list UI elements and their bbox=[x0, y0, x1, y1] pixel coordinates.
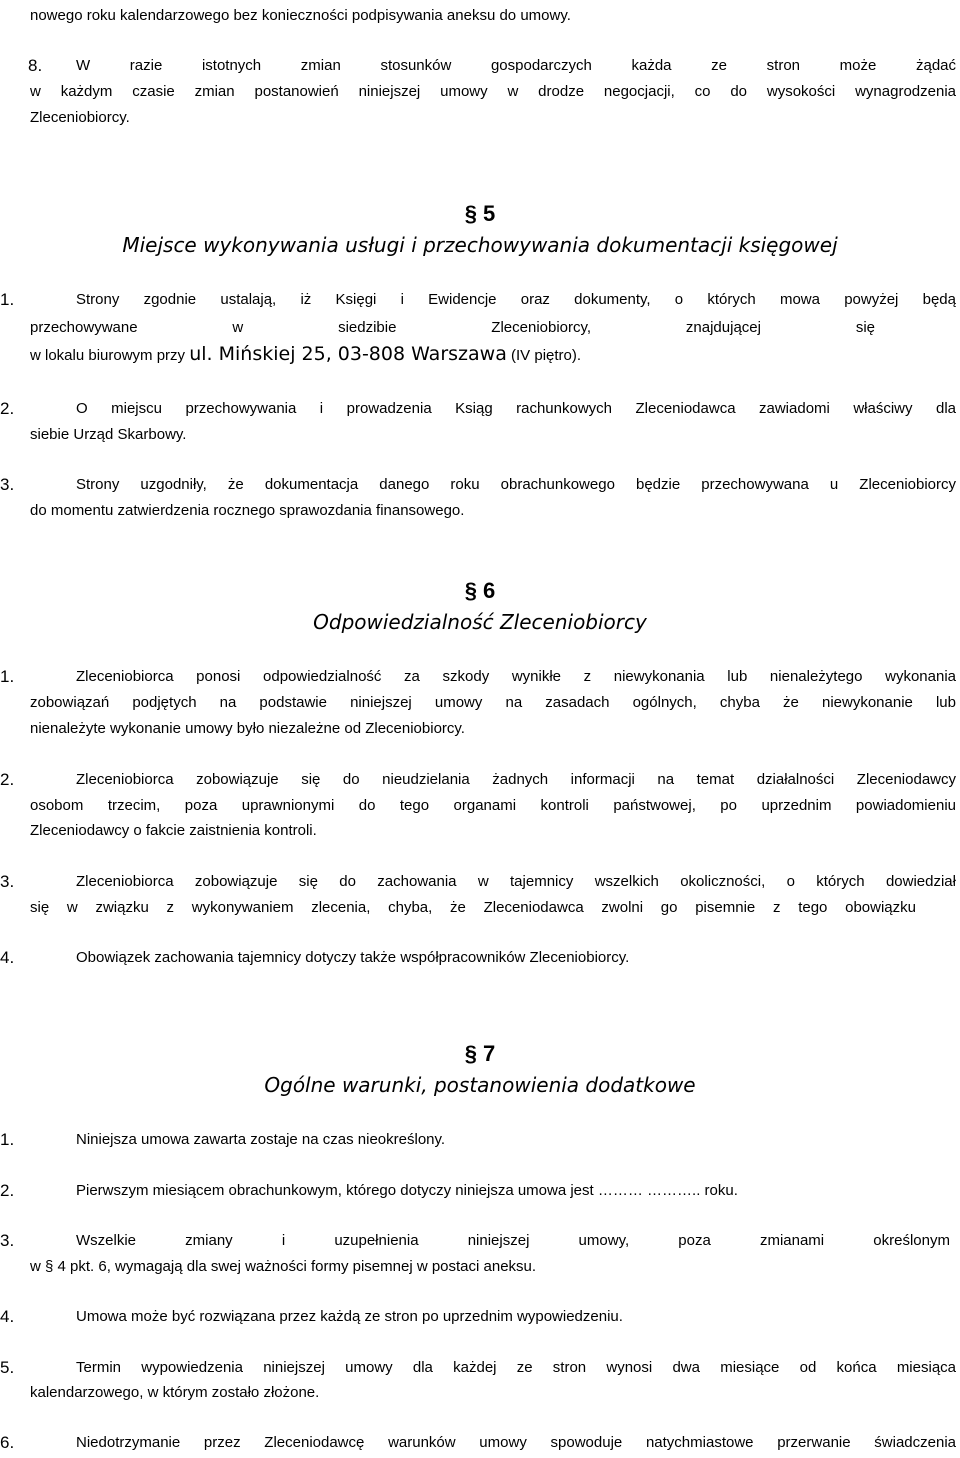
item-text: Strony uzgodniły, że dokumentacja danego roku obrachunkowego będzie przechowywana u Zleceniobiorcy bbox=[76, 476, 956, 493]
item-text: Umowa może być rozwiązana przez każdą ze stron po uprzednim wypowiedzeniu. bbox=[76, 1308, 623, 1325]
paragraph-8-line3: Zleceniobiorcy. bbox=[30, 109, 130, 126]
item-number: 1. bbox=[0, 1130, 15, 1149]
item-text: się w związku z wykonywaniem zlecenia, chyba, że Zleceniodawca zwolni go pisemnie z tego obowiązku bbox=[30, 899, 916, 916]
item-number: 2. bbox=[0, 1181, 15, 1200]
item-number: 3. bbox=[0, 1231, 15, 1250]
paragraph-number: 8. bbox=[28, 56, 43, 75]
s6-item-3-line2 bbox=[30, 898, 916, 918]
item-text: O miejscu przechowywania i prowadzenia Ksiąg rachunkowych Zleceniodawca zawiadomi właściwy dla bbox=[76, 400, 956, 417]
section-7-number: § 7 bbox=[464, 1041, 496, 1066]
s5-item-2-line2: siebie Urząd Skarbowy. bbox=[30, 426, 187, 443]
item-number: 3. bbox=[0, 872, 15, 891]
item-number: 1. bbox=[0, 290, 15, 309]
s6-item-2-line2: osobom trzecim, poza uprawnionymi do tego organami kontroli państwowej, po uprzednim powiadomieniu bbox=[30, 797, 956, 814]
item-text: przechowywane w siedzibie Zleceniobiorcy, znajdującej się bbox=[30, 319, 875, 336]
s7-item-3-line2: w § 4 pkt. 6, wymagają dla swej ważności formy pisemnej w postaci aneksu. bbox=[30, 1258, 537, 1275]
s7-item-5-line2: kalendarzowego, w którym zostało złożone. bbox=[30, 1384, 320, 1401]
item-text: Wszelkie zmiany i uzupełnienia niniejszej umowy, poza zmianami określonym bbox=[76, 1232, 950, 1249]
s6-item-2-line3: Zleceniodawcy o fakcie zaistnienia kontroli. bbox=[30, 822, 317, 839]
section-5-number: § 5 bbox=[464, 201, 496, 226]
section-5-title: Miejsce wykonywania usługi i przechowywania dokumentacji księgowej bbox=[122, 233, 838, 257]
item-number: 5. bbox=[0, 1358, 15, 1377]
section-6-title: Odpowiedzialność Zleceniobiorcy bbox=[313, 610, 647, 634]
item-text: Strony zgodnie ustalają, iż Księgi i Ewidencje oraz dokumenty, o których mowa powyżej będą bbox=[76, 291, 956, 308]
item-text: Zleceniobiorca zobowiązuje się do nieudzielania żadnych informacji na temat działalności Zleceniodawcy bbox=[76, 771, 956, 788]
item-number: 4. bbox=[0, 1307, 15, 1326]
item-number: 1. bbox=[0, 667, 15, 686]
item-number: 3. bbox=[0, 475, 15, 494]
address-text: ul. Mińskiej 25, 03-808 Warszawa bbox=[189, 343, 507, 365]
section-6-number: § 6 bbox=[464, 578, 496, 603]
item-number: 2. bbox=[0, 770, 15, 789]
s6-item-1-line2: zobowiązań podjętych na podstawie niniejszej umowy na zasadach ogólnych, chyba że niewykonanie lub bbox=[30, 694, 956, 711]
item-text: Zleceniobiorca zobowiązuje się do zachowania w tajemnicy wszelkich okoliczności, o których dowiedział bbox=[76, 873, 956, 890]
item-text: Termin wypowiedzenia niniejszej umowy dla każdej ze stron wynosi dwa miesiące od końca miesiąca bbox=[76, 1359, 956, 1376]
intro-line: nowego roku kalendarzowego bez konieczności podpisywania aneksu do umowy. bbox=[30, 7, 571, 24]
item-number: 6. bbox=[0, 1433, 15, 1452]
section-7-title: Ogólne warunki, postanowienia dodatkowe bbox=[264, 1073, 696, 1097]
s6-item-1-line3: nienależyte wykonanie umowy było niezależne od Zleceniobiorcy. bbox=[30, 720, 465, 737]
item-text: Niniejsza umowa zawarta zostaje na czas nieokreślony. bbox=[76, 1131, 446, 1148]
s5-item-1-line3 bbox=[30, 344, 956, 366]
paragraph-text: W razie istotnych zmian stosunków gospodarczych każda ze stron może żądać bbox=[76, 57, 956, 74]
item-number: 2. bbox=[0, 399, 15, 418]
item-number: 4. bbox=[0, 948, 15, 967]
item-text: Pierwszym miesiącem obrachunkowym, którego dotyczy niniejsza umowa jest ……… ……….. roku. bbox=[76, 1182, 738, 1199]
item-text: Zleceniobiorca ponosi odpowiedzialność za szkody wynikłe z niewykonania lub nienależytego wykonania bbox=[76, 668, 956, 685]
s5-item-1-line2 bbox=[30, 318, 875, 338]
item-text: w lokalu biurowym przy bbox=[30, 347, 186, 364]
s5-item-3-line2: do momentu zatwierdzenia rocznego sprawozdania finansowego. bbox=[30, 502, 465, 519]
item-text: (IV piętro). bbox=[511, 347, 582, 364]
item-text: Obowiązek zachowania tajemnicy dotyczy także współpracowników Zleceniobiorcy. bbox=[76, 949, 630, 966]
paragraph-8-line2: w każdym czasie zmian postanowień niniejszej umowy w drodze negocjacji, co do wysokości wynagrodzenia bbox=[30, 83, 956, 100]
item-text: Niedotrzymanie przez Zleceniodawcę warunków umowy spowoduje natychmiastowe przerwanie świadczenia bbox=[76, 1434, 956, 1451]
